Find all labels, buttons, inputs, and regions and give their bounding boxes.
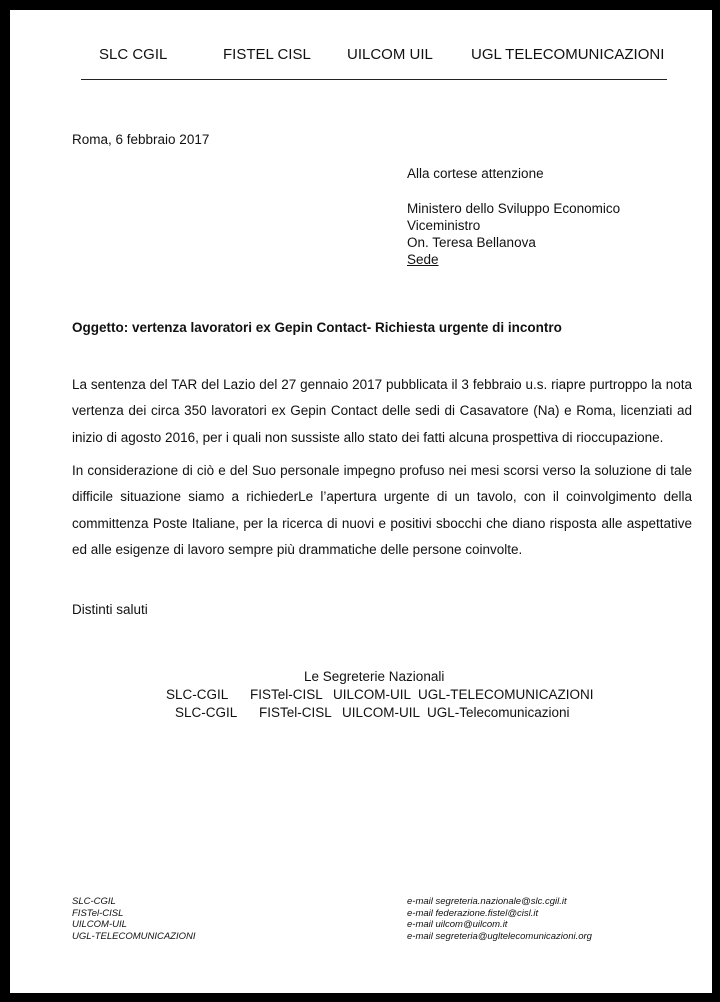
recipient-line-role: Viceministro xyxy=(407,218,481,233)
signature-row2-slc: SLC-CGIL xyxy=(175,705,238,720)
header-org-slc: SLC CGIL xyxy=(99,46,168,63)
signature-row2-uilcom: UILCOM-UIL xyxy=(342,705,421,720)
footer-email-list xyxy=(407,896,592,942)
signature-title: Le Segreterie Nazionali xyxy=(304,669,445,684)
signature-row1-fistel: FISTel-CISL xyxy=(250,687,323,702)
body-paragraph-2: In considerazione di ciò e del Suo personale impegno profuso nei mesi scorsi verso la soluzione di tale difficile situazione siamo a richiederLe l’apertura urgente di un tavolo, con il coinvolgimento della committenza Poste Italiane, per la ricerca di nuovi e positivi sbocchi che diano risposta alle aspettative ed alle esigenze di lavoro sempre più drammatiche delle persone coinvolte. xyxy=(72,463,692,557)
letter-page xyxy=(10,10,712,993)
recipient-line-sede: Sede xyxy=(407,252,439,267)
footer-email-slc: e-mail segreteria.nazionale@slc.cgil.it xyxy=(407,896,567,907)
footer-org-slc: SLC-CGIL xyxy=(72,896,116,907)
closing-line: Distinti saluti xyxy=(72,602,148,617)
signature-row1-ugl: UGL-TELECOMUNICAZIONI xyxy=(418,687,594,702)
signature-row1-uilcom: UILCOM-UIL xyxy=(333,687,412,702)
footer-email-fistel: e-mail federazione.fistel@cisl.it xyxy=(407,907,539,919)
header-org-uilcom: UILCOM UIL xyxy=(347,46,433,63)
signature-row2-fistel: FISTel-CISL xyxy=(259,705,332,720)
recipient-line-name: On. Teresa Bellanova xyxy=(407,235,536,250)
header-org-fistel: FISTEL CISL xyxy=(223,46,311,63)
signature-row2-ugl: UGL-Telecomunicazioni xyxy=(427,705,570,720)
header-divider xyxy=(81,79,667,80)
footer-org-list xyxy=(72,896,196,942)
recipient-attention: Alla cortese attenzione xyxy=(407,166,544,181)
body-paragraph-1: La sentenza del TAR del Lazio del 27 gennaio 2017 pubblicata il 3 febbraio u.s. riapre purtroppo la nota vertenza dei circa 350 lavoratori ex Gepin Contact delle sedi di Casavatore (Na) e Roma, licenziati ad inizio di agosto 2016, per i quali non sussiste allo stato dei fatti alcuna prospettiva di rioccupazione. xyxy=(72,377,692,445)
recipient-line-ministry: Ministero dello Sviluppo Economico xyxy=(407,201,621,216)
signature-row1-slc: SLC-CGIL xyxy=(166,687,229,702)
subject-line: Oggetto: vertenza lavoratori ex Gepin Contact- Richiesta urgente di incontro xyxy=(72,320,562,335)
footer-email-uilcom: e-mail uilcom@uilcom.it xyxy=(407,919,508,931)
footer-email-ugl: e-mail segreteria@ugltelecomunicazioni.org xyxy=(407,930,592,942)
header-org-ugl: UGL TELECOMUNICAZIONI xyxy=(471,46,665,63)
date-line: Roma, 6 febbraio 2017 xyxy=(72,132,210,147)
footer-org-ugl: UGL-TELECOMUNICAZIONI xyxy=(72,930,196,942)
footer-org-uilcom: UILCOM-UIL xyxy=(72,919,127,931)
footer-org-fistel: FISTel-CISL xyxy=(72,907,124,919)
